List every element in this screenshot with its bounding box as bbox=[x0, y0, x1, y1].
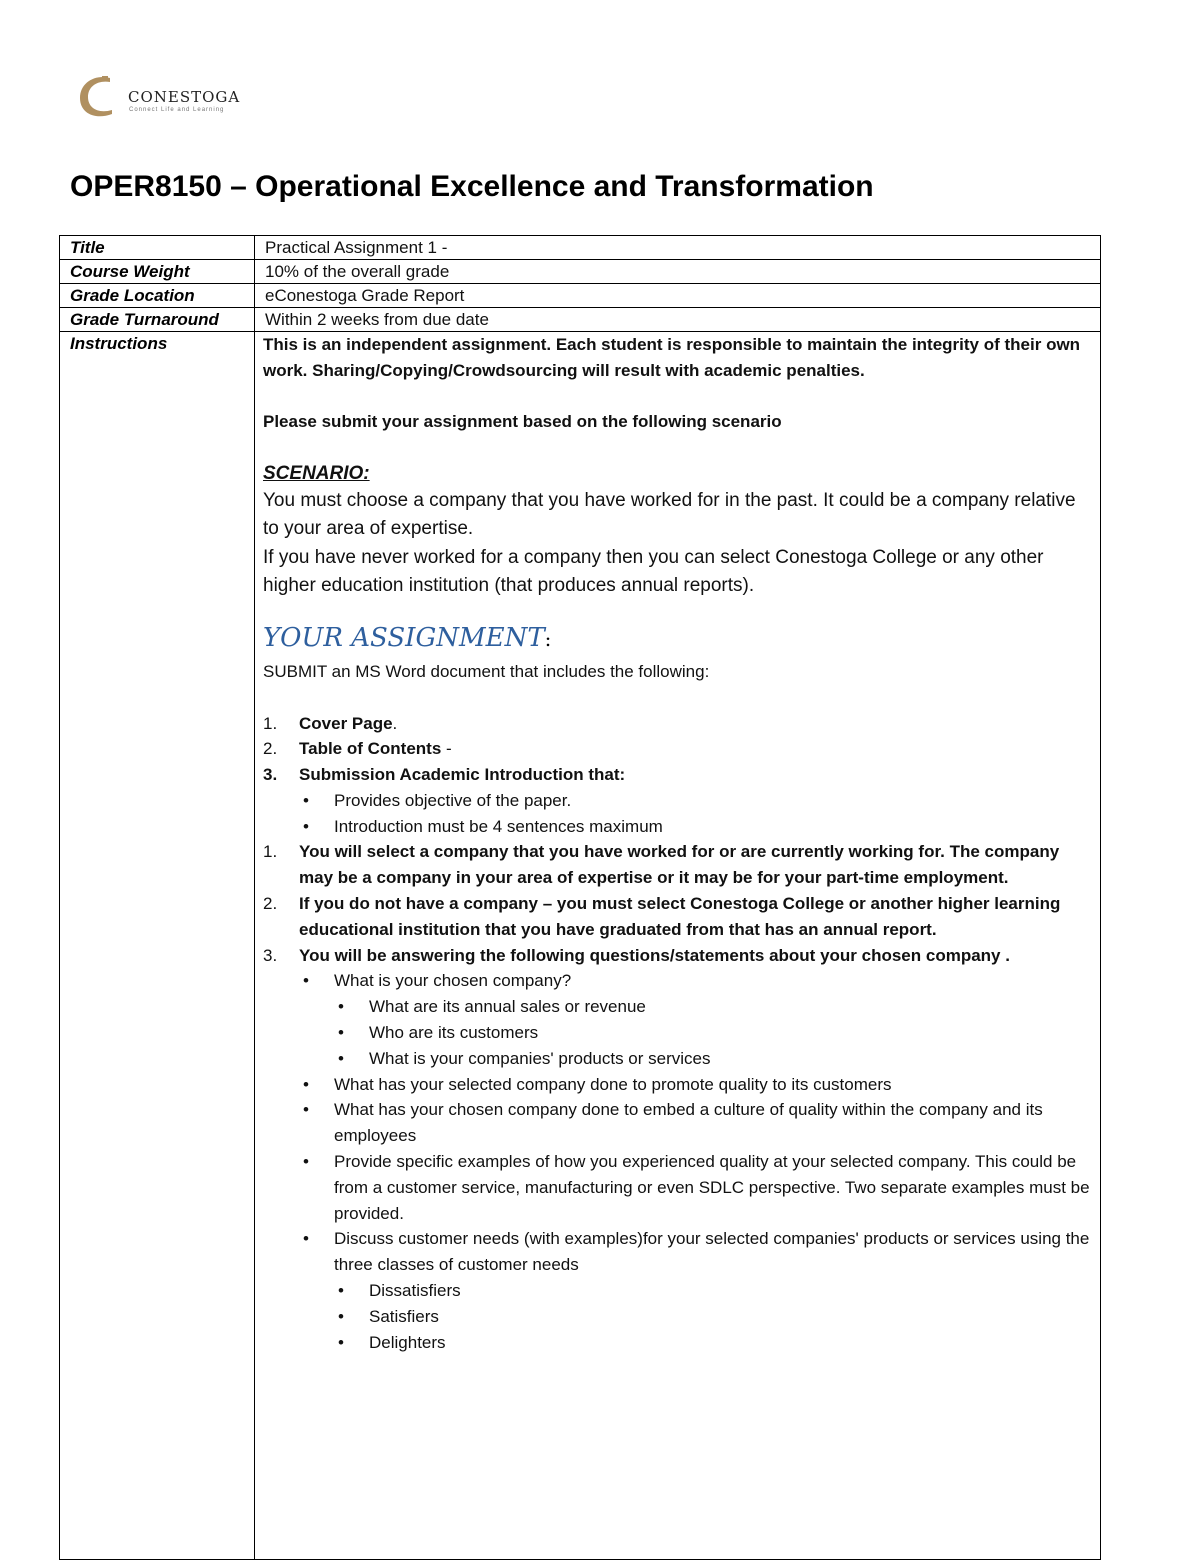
bullet-icon: • bbox=[303, 1100, 309, 1120]
row-label-instructions: Instructions bbox=[60, 332, 255, 1560]
list-item: • What is your companies' products or services bbox=[263, 1046, 1092, 1072]
row-value-grade-turnaround: Within 2 weeks from due date bbox=[255, 308, 1101, 332]
table-row bbox=[60, 284, 1101, 308]
list-item: 2. If you do not have a company – you must select Conestoga College or another higher learning educational institution that you have graduated from that has an annual report. bbox=[263, 894, 1061, 939]
list-item: • Provide specific examples of how you experienced quality at your selected company. This could be from a customer service, manufacturing or even SDLC perspective. Two separate examples must be provided. bbox=[263, 1149, 1092, 1226]
bullet-icon: • bbox=[338, 1306, 344, 1326]
list-item: • Discuss customer needs (with examples)for your selected companies' products or services using the three classes of customer needs bbox=[263, 1226, 1092, 1278]
list-item: • Delighters bbox=[263, 1330, 1092, 1356]
bullet-icon: • bbox=[303, 816, 309, 836]
assignment-info-table bbox=[59, 235, 1101, 1560]
bullet-icon: • bbox=[303, 790, 309, 810]
bullet-icon: • bbox=[338, 1023, 344, 1043]
list-item: • What is your chosen company? bbox=[263, 968, 1092, 994]
bullet-icon: • bbox=[303, 1152, 309, 1172]
integrity-statement: This is an independent assignment. Each student is responsible to maintain the integrity of their own work. Sharing/Copying/Crowdsourcing will result with academic penalties. bbox=[263, 335, 1081, 380]
row-label-title: Title bbox=[60, 236, 255, 260]
list-item: 1. Cover Page. bbox=[263, 713, 398, 733]
submit-note: Please submit your assignment based on the following scenario bbox=[263, 412, 782, 431]
list-item: • Provides objective of the paper. bbox=[263, 788, 1092, 814]
row-value-title: Practical Assignment 1 - bbox=[255, 236, 1101, 260]
list-item: • Dissatisfiers bbox=[263, 1278, 1092, 1304]
bullet-icon: • bbox=[303, 971, 309, 991]
list-item: • What has your selected company done to promote quality to its customers bbox=[263, 1072, 1092, 1098]
list-item: • What has your chosen company done to embed a culture of quality within the company and its employees bbox=[263, 1097, 1092, 1149]
row-label-grade-location: Grade Location bbox=[60, 284, 255, 308]
table-row bbox=[60, 260, 1101, 284]
bullet-icon: • bbox=[303, 1229, 309, 1249]
document-title: OPER8150 – Operational Excellence and Transformation bbox=[70, 170, 874, 203]
list-item: 3. Submission Academic Introduction that: bbox=[263, 765, 626, 785]
conestoga-c-mark-icon bbox=[74, 72, 124, 120]
scenario-paragraph-1: You must choose a company that you have worked for in the past. It could be a company relative to your area of expertise. bbox=[263, 489, 1076, 539]
bullet-icon: • bbox=[338, 997, 344, 1017]
list-item: • What are its annual sales or revenue bbox=[263, 994, 1092, 1020]
table-row bbox=[60, 308, 1101, 332]
scenario-heading: SCENARIO: bbox=[263, 462, 370, 484]
row-value-course-weight: 10% of the overall grade bbox=[255, 260, 1101, 284]
list-item: • Satisfiers bbox=[263, 1304, 1092, 1330]
row-label-grade-turnaround: Grade Turnaround bbox=[60, 308, 255, 332]
conestoga-logo bbox=[74, 72, 241, 120]
instructions-cell bbox=[255, 332, 1101, 1560]
list-item: 2. Table of Contents - bbox=[263, 739, 452, 759]
row-value-grade-location: eConestoga Grade Report bbox=[255, 284, 1101, 308]
bullet-icon: • bbox=[338, 1048, 344, 1068]
bullet-icon: • bbox=[303, 1074, 309, 1094]
submit-line: SUBMIT an MS Word document that includes the following: bbox=[263, 661, 710, 681]
assignment-heading: YOUR ASSIGNMENT: bbox=[263, 622, 552, 653]
table-row bbox=[60, 332, 1101, 1560]
list-item: 3. You will be answering the following questions/statements about your chosen company . bbox=[263, 945, 1010, 965]
bullet-icon: • bbox=[338, 1332, 344, 1352]
table-row bbox=[60, 236, 1101, 260]
list-item: • Introduction must be 4 sentences maximum bbox=[263, 814, 1092, 840]
bullet-icon: • bbox=[338, 1281, 344, 1301]
logo-wordmark: CONESTOGA bbox=[128, 88, 241, 106]
list-item: 1. You will select a company that you have worked for or are currently working for. The company may be a company in your area of expertise or it may be for your part-time employment. bbox=[263, 842, 1060, 888]
scenario-paragraph-2: If you have never worked for a company then you can select Conestoga College or any other higher education institution (that produces annual reports). bbox=[263, 546, 1044, 596]
list-item: • Who are its customers bbox=[263, 1020, 1092, 1046]
row-label-course-weight: Course Weight bbox=[60, 260, 255, 284]
logo-tagline: Connect Life and Learning bbox=[129, 107, 225, 113]
